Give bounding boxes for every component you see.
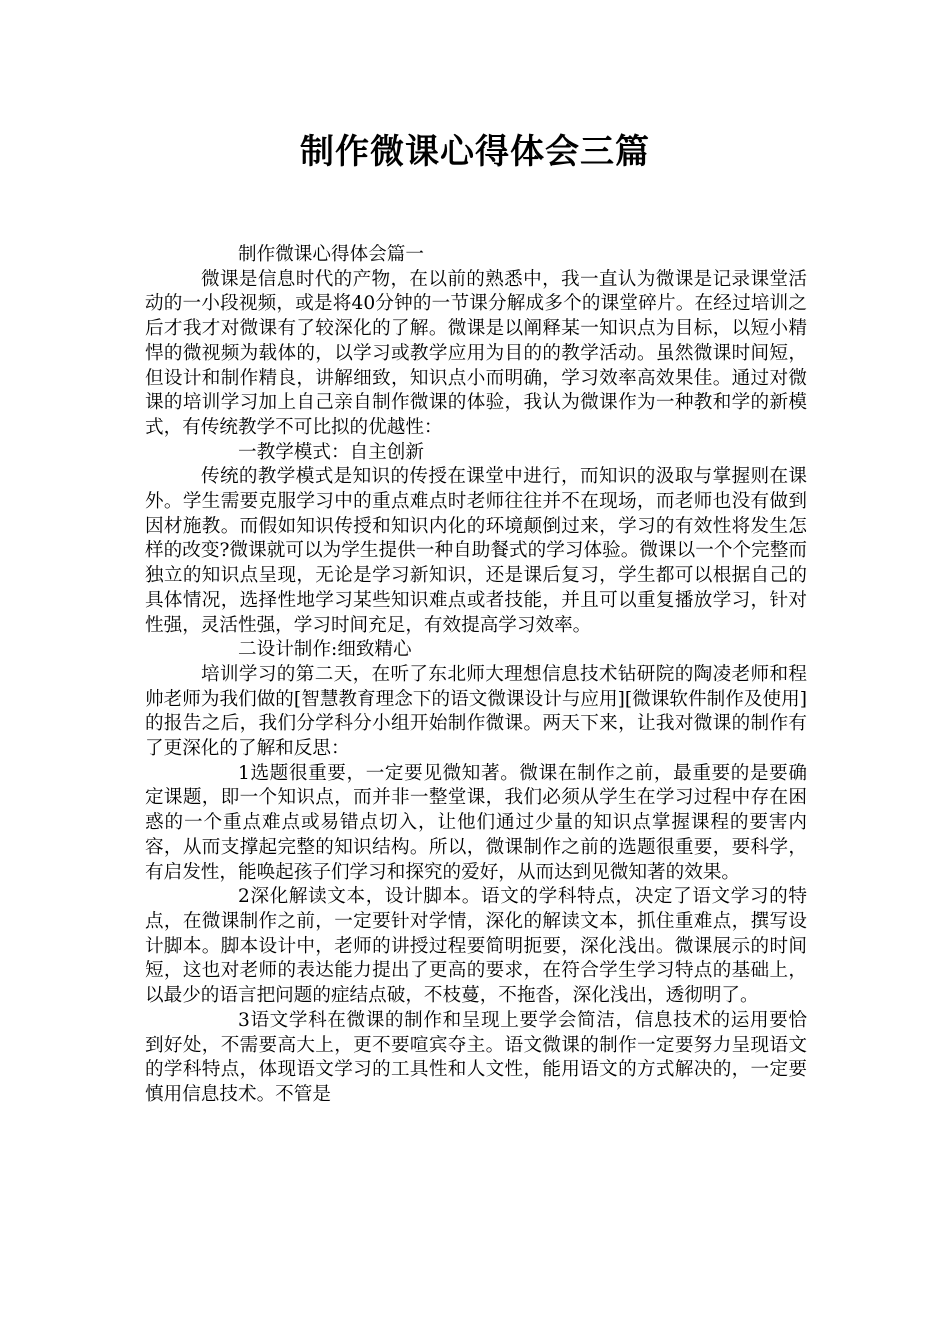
section-heading-2: 一教学模式：自主创新	[238, 441, 424, 463]
paragraph: 传统的教学模式是知识的传授在课堂中进行，而知识的汲取与掌握则在课外。学生需要克服学习中的重点难点时老师往往并不在现场，而老师也没有做到因材施教。而假如知识传授和知识内化的环境颠倒过来，学习的有效性将发生怎样的改变?微课就可以为学生提供一种自助餐式的学习体验。微课以一个个完整而独立的知识点呈现，无论是学习新知识，还是课后复习，学生都可以根据自己的具体情况，选择性地学习某些知识难点或者技能，并且可以重复播放学习，针对性强，灵活性强，学习时间充足，有效提高学习效率。	[145, 466, 807, 636]
paragraph: 微课是信息时代的产物，在以前的熟悉中，我一直认为微课是记录课堂活动的一小段视频，或是将40分钟的一节课分解成多个的课堂碎片。在经过培训之后才我才对微课有了较深化的了解。微课是以阐释某一知识点为目标，以短小精悍的微视频为载体的，以学习或教学应用为目的的教学活动。虽然微课时间短，但设计和制作精良，讲解细致，知识点小而明确，学习效率高效果佳。通过对微课的培训学习加上自己亲自制作微课的体验，我认为微课作为一种教和学的新模式，有传统教学不可比拟的优越性：	[145, 268, 807, 438]
paragraph: 培训学习的第二天，在听了东北师大理想信息技术钻研院的陶凌老师和程帅老师为我们做的[智慧教育理念下的语文微课设计与应用][微课软件制作及使用]的报告之后，我们分学科分小组开始制作微课。两天下来，让我对微课的制作有了更深化的了解和反思：	[145, 663, 807, 760]
document-body	[145, 243, 807, 1108]
numbered-point-2: 2深化解读文本，设计脚本。语文的学科特点，决定了语文学习的特点，在微课制作之前，一定要针对学情，深化的解读文本，抓住重难点，撰写设计脚本。脚本设计中，老师的讲授过程要简明扼要，深化浅出。微课展示的时间短，这也对老师的表达能力提出了更高的要求，在符合学生学习特点的基础上，以最少的语言把问题的症结点破，不枝蔓，不拖沓，深化浅出，透彻明了。	[145, 886, 807, 1007]
section-heading-1: 制作微课心得体会篇一	[238, 244, 424, 265]
numbered-point-1: 1选题很重要，一定要见微知著。微课在制作之前，最重要的是要确定课题，即一个知识点，而并非一整堂课，我们必须从学生在学习过程中存在困惑的一个重点难点或易错点切入，让他们通过少量的知识点掌握课程的要害内容，从而支撑起完整的知识结构。所以，微课制作之前的选题很重要，要科学，有启发性，能唤起孩子们学习和探究的爱好，从而达到见微知著的效果。	[145, 762, 807, 883]
numbered-point-3: 3语文学科在微课的制作和呈现上要学会简洁，信息技术的运用要恰到好处，不需要高大上，更不要喧宾夺主。语文微课的制作一定要努力呈现语文的学科特点，体现语文学习的工具性和人文性，能用语文的方式解决的，一定要慎用信息技术。不管是	[145, 1009, 807, 1105]
section-heading-3: 二设计制作:细致精心	[238, 639, 412, 661]
document-title: 制作微课心得体会三篇	[300, 132, 650, 172]
